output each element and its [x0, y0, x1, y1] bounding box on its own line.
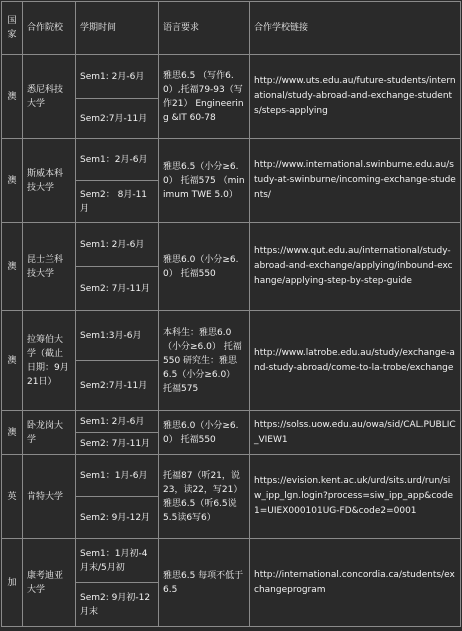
- table-row: [2, 139, 461, 181]
- table-row: [2, 311, 461, 361]
- term1-cell: Sem1：2月-6月: [76, 139, 159, 181]
- school-link[interactable]: http://international.concordia.ca/students/exchangeprogram: [250, 539, 461, 627]
- country-cell: 澳: [2, 411, 23, 455]
- term1-cell: Sem1:3月-6月: [76, 311, 159, 361]
- header-school: 合作院校: [23, 2, 76, 55]
- school-link[interactable]: http://www.latrobe.edu.au/study/exchange-and-study-abroad/come-to-la-trobe/exchange: [250, 311, 461, 411]
- country-cell: 澳: [2, 139, 23, 223]
- school-link[interactable]: http://www.international.swinburne.edu.au/study-at-swinburne/incoming-exchange-students/: [250, 139, 461, 223]
- language-cell: 托福87（听21，说23，读22，写21） 雅思6.5（听6.5说5.5读6写6）: [159, 455, 250, 539]
- term2-cell: Sem2: 7月-11月: [76, 267, 159, 311]
- header-row: [2, 2, 461, 55]
- table-row: [2, 223, 461, 267]
- term1-cell: Sem1：1月-6月: [76, 455, 159, 497]
- school-cell: 悉尼科技大学: [23, 55, 76, 139]
- language-cell: 雅思6.0（小分≥6.0） 托福550: [159, 411, 250, 455]
- term1-cell: Sem1：1月初-4月末/5月初: [76, 539, 159, 583]
- school-cell: 肯特大学: [23, 455, 76, 539]
- header-country: 国家: [2, 2, 23, 55]
- term2-cell: Sem2: 9月-12月: [76, 497, 159, 539]
- language-cell: 雅思6.5 （写作6.0）,托福79-93（写作21） Engineering &IT 60-78: [159, 55, 250, 139]
- term1-cell: Sem1: 2月-6月: [76, 411, 159, 433]
- school-cell: 康考迪亚大学: [23, 539, 76, 627]
- language-cell: 雅思6.5 每项不低于6.5: [159, 539, 250, 627]
- term2-cell: Sem2: 9月初-12月末: [76, 583, 159, 627]
- school-cell: 昆士兰科技大学: [23, 223, 76, 311]
- table-row: [2, 455, 461, 497]
- school-link[interactable]: https://www.qut.edu.au/international/study-abroad-and-exchange/applying/inbound-exchange/applying-step-by-step-guide: [250, 223, 461, 311]
- country-cell: 澳: [2, 311, 23, 411]
- table-row: [2, 55, 461, 99]
- school-cell: 卧龙岗大学: [23, 411, 76, 455]
- language-cell: 雅思6.0（小分≥6.0） 托福550: [159, 223, 250, 311]
- term1-cell: Sem1: 2月-6月: [76, 223, 159, 267]
- table-row: [2, 411, 461, 433]
- header-language: 语言要求: [159, 2, 250, 55]
- term2-cell: Sem2： 8月-11月: [76, 181, 159, 223]
- exchange-schools-table: [1, 1, 461, 627]
- school-link[interactable]: https://solss.uow.edu.au/owa/sid/CAL.PUBLIC_VIEW1: [250, 411, 461, 455]
- school-cell: 斯威本科技大学: [23, 139, 76, 223]
- language-cell: 本科生：雅思6.0（小分≥6.0） 托福550 研究生：雅思6.5（小分≥6.0） 托福575: [159, 311, 250, 411]
- header-term: 学期时间: [76, 2, 159, 55]
- term2-cell: Sem2:7月-11月: [76, 361, 159, 411]
- language-cell: 雅思6.5（小分≥6.0） 托福575 （minimum TWE 5.0）: [159, 139, 250, 223]
- term2-cell: Sem2: 7月-11月: [76, 433, 159, 455]
- country-cell: 英: [2, 455, 23, 539]
- header-link: 合作学校链接: [250, 2, 461, 55]
- school-cell: 拉筹伯大学（截止日期：9月21日）: [23, 311, 76, 411]
- country-cell: 澳: [2, 55, 23, 139]
- country-cell: 加: [2, 539, 23, 627]
- term2-cell: Sem2:7月-11月: [76, 99, 159, 139]
- table-row: [2, 539, 461, 583]
- school-link[interactable]: http://www.uts.edu.au/future-students/international/study-abroad-and-exchange-students/steps-applying: [250, 55, 461, 139]
- term1-cell: Sem1: 2月-6月: [76, 55, 159, 99]
- school-link[interactable]: https://evision.kent.ac.uk/urd/sits.urd/run/siw_ipp_lgn.login?process=siw_ipp_app&code1=UIEX000101UG-FD&code2=0001: [250, 455, 461, 539]
- country-cell: 澳: [2, 223, 23, 311]
